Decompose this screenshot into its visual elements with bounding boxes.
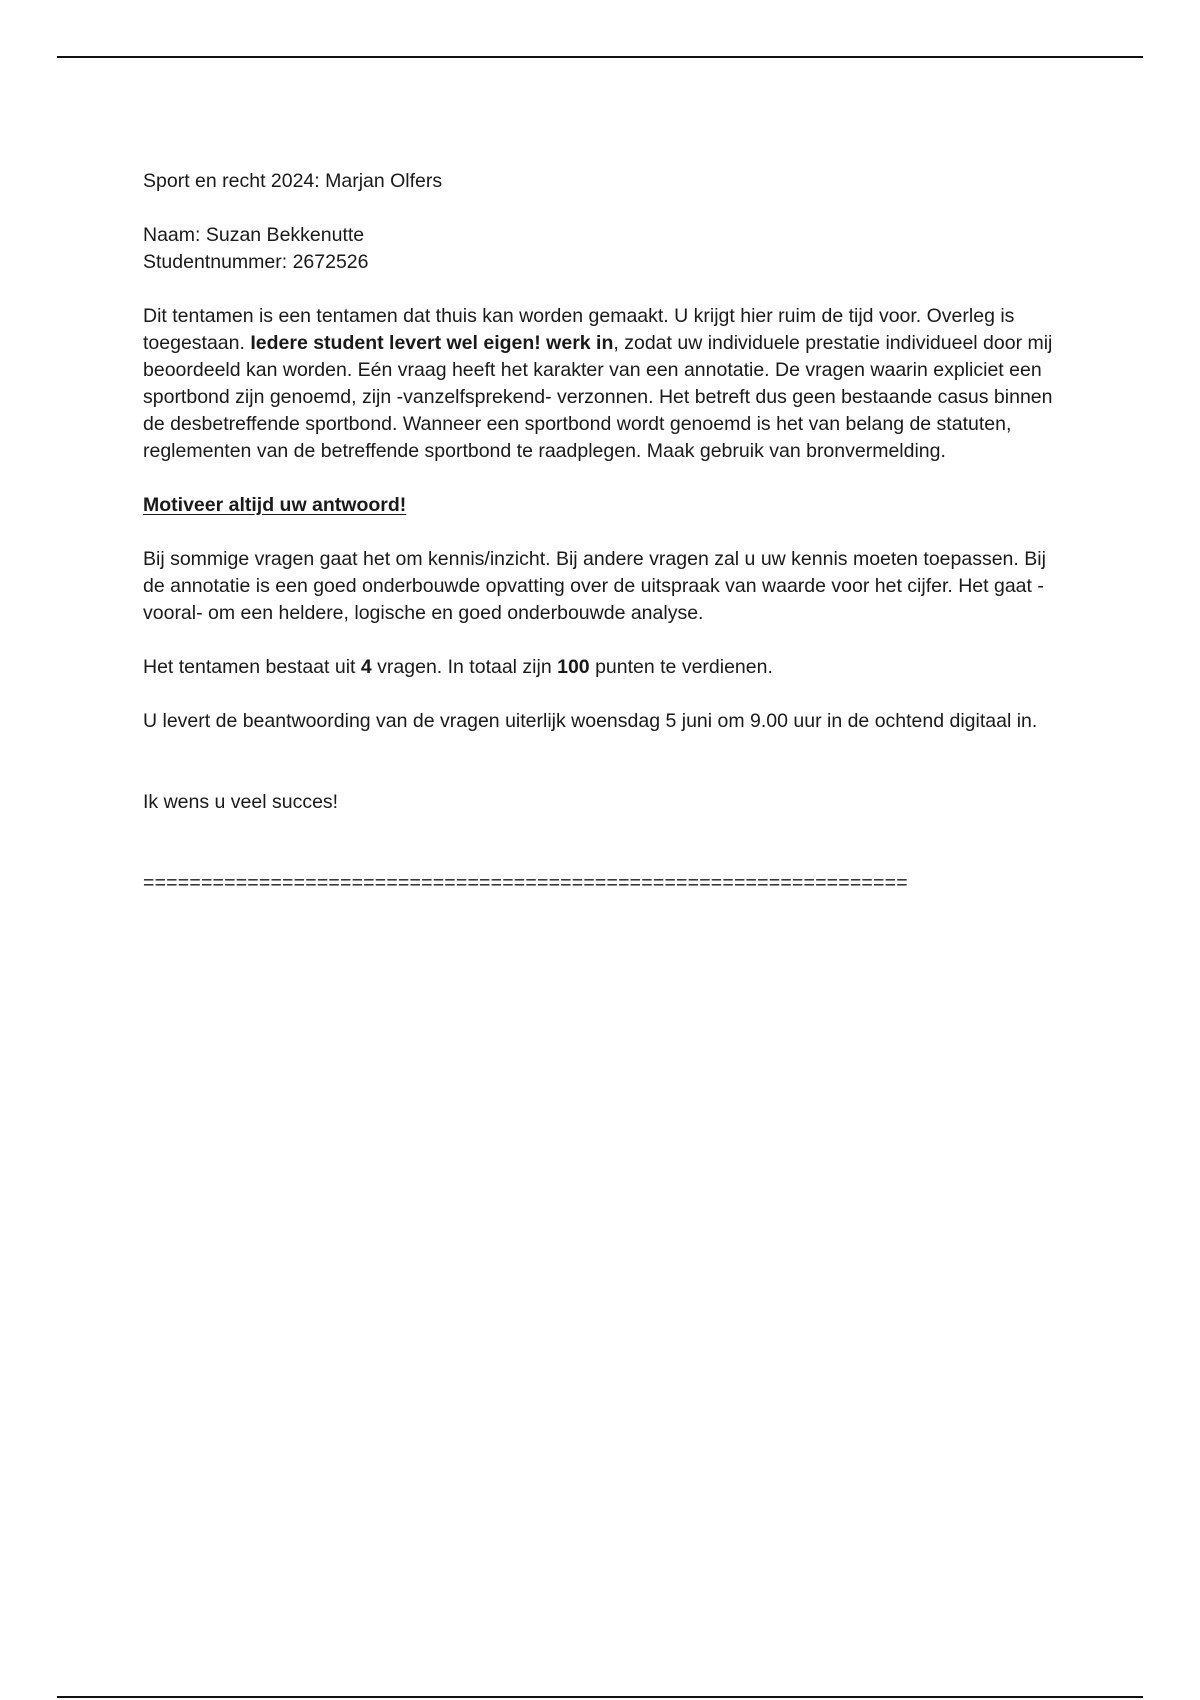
points-total: 100	[557, 656, 590, 678]
question-count: 4	[360, 656, 372, 678]
closing-line: Ik wens u veel succes!	[143, 791, 339, 813]
exam-info-text-2: vragen. In totaal zijn	[371, 656, 558, 678]
student-number-line: Studentnummer: 2672526	[143, 251, 369, 273]
course-line: Sport en recht 2024: Marjan Olfers	[143, 170, 443, 192]
footer-rule	[57, 1696, 1143, 1698]
separator-line: ==================================================================	[143, 872, 908, 894]
document-body	[143, 168, 1068, 924]
intro-text-1: Dit tentamen is een tentamen dat thuis kan worden gemaakt. U krijgt hier ruim de tijd voor. Overleg is toegestaan.	[143, 305, 1015, 354]
motivate-paragraph	[143, 492, 1068, 519]
deadline-paragraph: U levert de beantwoording van de vragen uiterlijk woensdag 5 juni om 9.00 uur in de ochtend digitaal in.	[143, 710, 1038, 732]
blank-line	[143, 843, 1068, 870]
exam-info-text-1: Het tentamen bestaat uit	[143, 656, 361, 678]
knowledge-paragraph: Bij sommige vragen gaat het om kennis/inzicht. Bij andere vragen zal u uw kennis moeten toepassen. Bij de annotatie is een goed onderbouwde opvatting over de uitspraak van waarde voor het cijfer. Het gaat -vooral- om een heldere, logische en goed onderbouwde analyse.	[143, 548, 1046, 624]
header-rule	[57, 56, 1143, 58]
exam-info-text-3: punten te verdienen.	[589, 656, 773, 678]
motivate-heading: Motiveer altijd uw antwoord!	[143, 494, 407, 516]
intro-text-2: , zodat uw individuele prestatie individueel door mij beoordeeld kan worden. Eén vraag heeft het karakter van een annotatie. De vragen waarin expliciet een sportbond zijn genoemd, zijn -vanzelfsprekend- verzonnen. Het betreft dus geen bestaande casus binnen de desbetreffende sportbond. Wanneer een sportbond wordt genoemd is het van belang de statuten, reglementen van de betreffende sportbond te raadplegen. Maak gebruik van bronvermelding.	[143, 332, 1053, 462]
intro-bold-text: Iedere student levert wel eigen! werk in	[250, 332, 614, 354]
exam-info-paragraph	[143, 654, 1068, 681]
intro-paragraph	[143, 303, 1068, 465]
blank-line	[143, 762, 1068, 789]
name-line: Naam: Suzan Bekkenutte	[143, 224, 365, 246]
